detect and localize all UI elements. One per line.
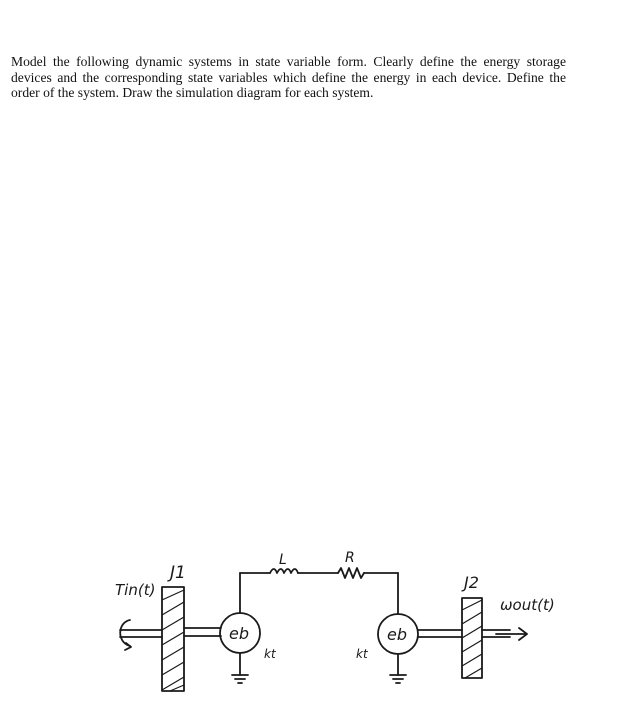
input-shaft — [120, 620, 162, 650]
inertia-j2 — [462, 598, 482, 678]
problem-statement: Model the following dynamic systems in state variable form. Clearly define the energy storage devices and the corresponding state variables which define the energy in each device. Define the order of the system. Draw the simulation diagram for each system. — [11, 54, 566, 100]
output-shaft — [482, 628, 527, 640]
right-machine-label: eb — [387, 625, 407, 644]
shaft-motor-j2 — [418, 630, 462, 637]
right-constant-label: kt — [356, 647, 368, 661]
input-torque-label: Tin(t) — [115, 581, 156, 599]
inertia-j1 — [162, 587, 184, 691]
inductor-label: L — [279, 552, 287, 568]
right-ground — [390, 654, 406, 683]
shaft-j1-motor — [184, 628, 221, 636]
left-ground — [232, 653, 248, 683]
inertia-j2-label: J2 — [464, 573, 479, 592]
left-machine-label: eb — [229, 624, 249, 643]
left-constant-label: kt — [264, 647, 276, 661]
electromechanical-system-diagram — [0, 540, 641, 721]
circuit-top-wire — [240, 568, 398, 614]
resistor-label: R — [345, 550, 355, 566]
output-speed-label: ωout(t) — [500, 596, 555, 614]
inertia-j1-label: J1 — [170, 563, 186, 583]
